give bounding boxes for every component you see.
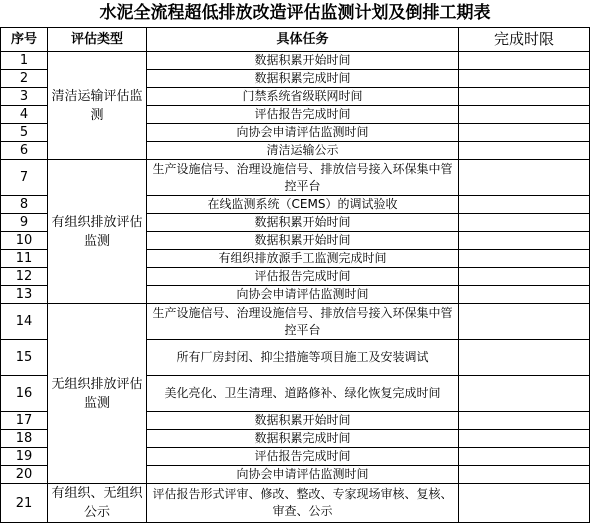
task-cell: 生产设施信号、治理设施信号、排放信号接入环保集中管控平台 [147,160,459,196]
header-row [1,28,590,52]
task-cell: 数据积累开始时间 [147,52,459,70]
table-row [1,304,590,340]
type-cell-clean-transport: 清洁运输评估监测 [48,52,147,160]
deadline-cell[interactable] [459,52,590,70]
seq-cell: 16 [1,376,48,412]
seq-cell: 11 [1,250,48,268]
deadline-cell[interactable] [459,448,590,466]
deadline-cell[interactable] [459,376,590,412]
header-seq: 序号 [1,28,48,52]
task-cell: 评估报告完成时间 [147,448,459,466]
deadline-cell[interactable] [459,106,590,124]
deadline-cell[interactable] [459,70,590,88]
type-cell-organized-emission: 有组织排放评估监测 [48,160,147,304]
deadline-cell[interactable] [459,340,590,376]
seq-cell: 8 [1,196,48,214]
header-task: 具体任务 [147,28,459,52]
type-cell-unorganized-emission: 无组织排放评估监测 [48,304,147,484]
deadline-cell[interactable] [459,484,590,523]
task-cell: 数据积累完成时间 [147,70,459,88]
deadline-cell[interactable] [459,142,590,160]
seq-cell: 4 [1,106,48,124]
header-type: 评估类型 [48,28,147,52]
deadline-cell[interactable] [459,160,590,196]
seq-cell: 1 [1,52,48,70]
deadline-cell[interactable] [459,466,590,484]
table-row [1,52,590,70]
deadline-cell[interactable] [459,286,590,304]
task-cell: 向协会申请评估监测时间 [147,286,459,304]
schedule-table [0,27,590,523]
seq-cell: 18 [1,430,48,448]
task-cell: 向协会申请评估监测时间 [147,124,459,142]
task-cell: 所有厂房封闭、抑尘措施等项目施工及安装调试 [147,340,459,376]
deadline-cell[interactable] [459,214,590,232]
table-row [1,160,590,196]
seq-cell: 21 [1,484,48,523]
seq-cell: 5 [1,124,48,142]
task-cell: 数据积累开始时间 [147,412,459,430]
task-cell: 清洁运输公示 [147,142,459,160]
deadline-cell[interactable] [459,304,590,340]
deadline-cell[interactable] [459,430,590,448]
deadline-cell[interactable] [459,412,590,430]
deadline-cell[interactable] [459,250,590,268]
task-cell: 向协会申请评估监测时间 [147,466,459,484]
seq-cell: 15 [1,340,48,376]
task-cell: 有组织排放源手工监测完成时间 [147,250,459,268]
seq-cell: 6 [1,142,48,160]
seq-cell: 2 [1,70,48,88]
deadline-cell[interactable] [459,124,590,142]
seq-cell: 19 [1,448,48,466]
type-cell-publicity: 有组织、无组织公示 [48,484,147,523]
task-cell: 数据积累开始时间 [147,232,459,250]
seq-cell: 20 [1,466,48,484]
task-cell: 评估报告完成时间 [147,106,459,124]
table-row [1,484,590,523]
task-cell: 评估报告完成时间 [147,268,459,286]
seq-cell: 17 [1,412,48,430]
sheet-title: 水泥全流程超低排放改造评估监测计划及倒排工期表 [99,3,491,23]
task-cell: 数据积累完成时间 [147,430,459,448]
header-deadline: 完成时限 [459,28,590,52]
deadline-cell[interactable] [459,268,590,286]
task-cell: 数据积累开始时间 [147,214,459,232]
deadline-cell[interactable] [459,196,590,214]
seq-cell: 13 [1,286,48,304]
task-cell: 美化亮化、卫生清理、道路修补、绿化恢复完成时间 [147,376,459,412]
task-cell: 生产设施信号、治理设施信号、排放信号接入环保集中管控平台 [147,304,459,340]
seq-cell: 10 [1,232,48,250]
task-cell: 在线监测系统（CEMS）的调试验收 [147,196,459,214]
deadline-cell[interactable] [459,232,590,250]
task-cell: 评估报告形式评审、修改、整改、专家现场审核、复核、审查、公示 [147,484,459,523]
task-cell: 门禁系统省级联网时间 [147,88,459,106]
seq-cell: 7 [1,160,48,196]
seq-cell: 9 [1,214,48,232]
deadline-cell[interactable] [459,88,590,106]
seq-cell: 12 [1,268,48,286]
seq-cell: 3 [1,88,48,106]
seq-cell: 14 [1,304,48,340]
